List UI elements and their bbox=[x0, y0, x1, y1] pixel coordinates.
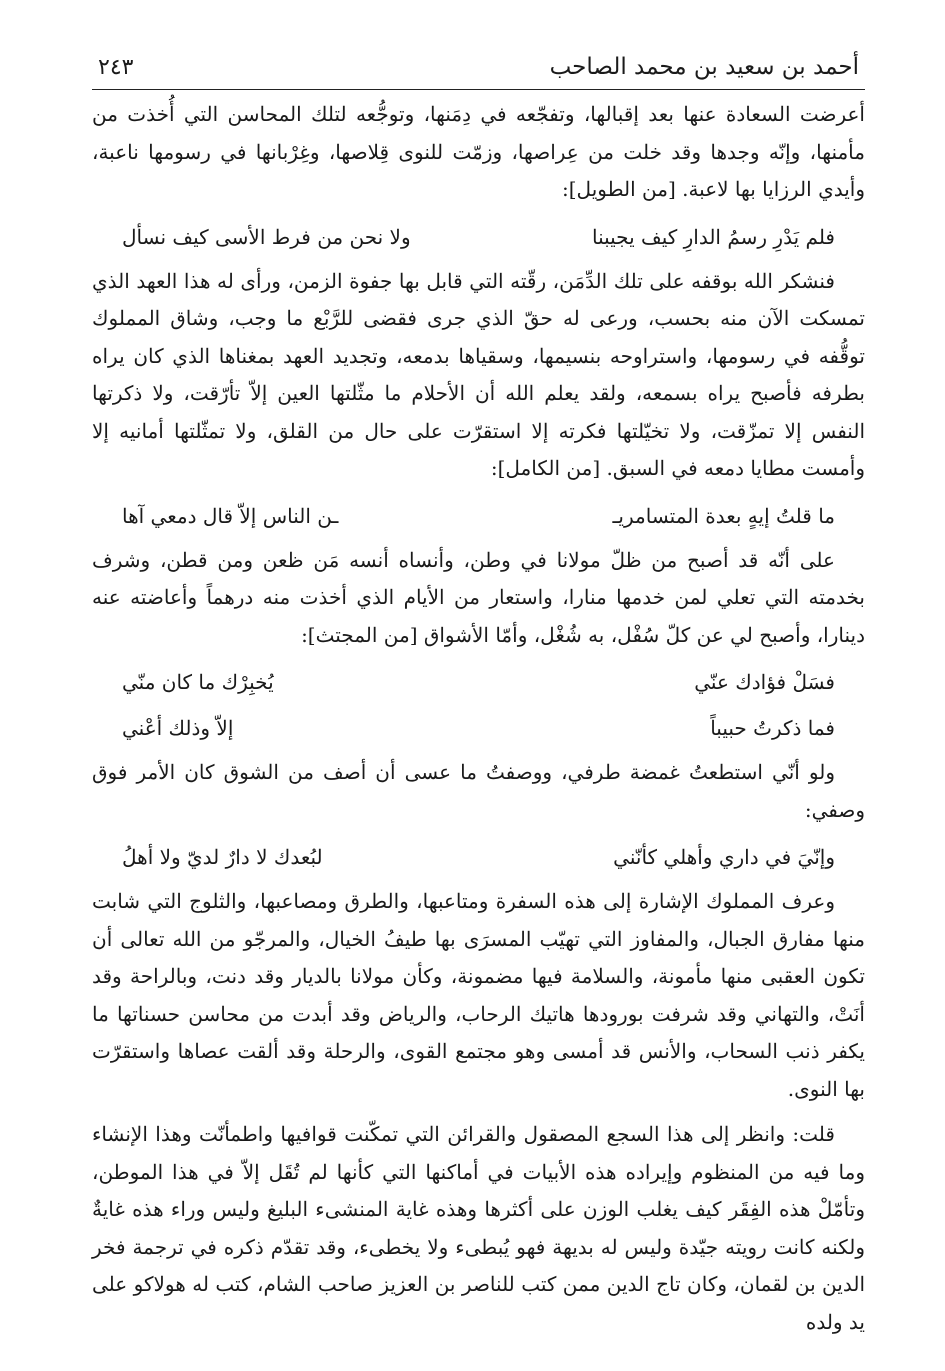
verse-second-hemistich: ـن الناس إلاّ قال دمعي آها bbox=[122, 503, 339, 528]
paragraph: أعرضت السعادة عنها بعد إقبالها، وتفجّعه في دِمَنها، وتوجُّعه لتلك المحاسن التي أُخذت من مأمنها، وإنّه وجدها وقد خلت من عِراصها، وزمّت للنوى قِلاصها، وغِرْبانها في رسومها ناعبة، وأيدي الرزايا بها لاعبة. [من الطويل]: bbox=[92, 102, 865, 201]
verse-second-hemistich: ولا نحن من فرط الأسى كيف نسأل bbox=[122, 224, 411, 249]
verse-first-hemistich: فلم يَدْرِ رسمُ الدارِ كيف يجيبنا bbox=[591, 224, 835, 249]
verse-second-hemistich: إلاّ وذلك أعْني bbox=[122, 716, 234, 740]
paragraph: قلت: وانظر إلى هذا السجع المصقول والقرائن التي تمكّنت قوافيها واطمأنّت وهذا الإنشاء وما فيه من المنظوم وإيراده هذه الأبيات في أماكنها التي كأنها لم تُقَل إلاّ في هذا الموطن، وتأمّلْ هذه الفِقَر كيف يغلب الوزن على أكثرها وهذه غاية المنشىء البليغ وليس وراء هذه غايةٌ ولكنه كانت رويته جيّدة وليس له بديهة فهو يُبطىء ولا يخطىء، وقد تقدّم ذكره في ترجمة فخر الدين بن لقمان، وكان تاج الدين ممن كتب للناصر بن العزيز صاحب الشام، كتب له هولاكو على يد ولده bbox=[92, 1122, 865, 1334]
verse-first-hemistich: فسَلْ فؤادك عنّي bbox=[694, 670, 835, 694]
verse-second-hemistich: لبُعدك لا دارٌ لديّ ولا أهلُ bbox=[122, 845, 323, 869]
verse-line bbox=[92, 496, 865, 536]
header-title: أحمد بن سعيد بن محمد الصاحب bbox=[549, 54, 859, 80]
paragraph: ولو أنّي استطعتُ غمضة طرفي، ووصفتُ ما عسى أن أصف من الشوق كان الأمر فوق وصفي: bbox=[92, 760, 865, 822]
verse-line bbox=[92, 217, 865, 257]
verse-line bbox=[92, 708, 865, 748]
verse-first-hemistich: ما قلتُ إيهٍ بعدة المتسامريـ bbox=[612, 503, 835, 528]
verse-line bbox=[92, 837, 865, 877]
page-body bbox=[92, 96, 865, 1341]
running-header bbox=[92, 52, 865, 90]
verse-first-hemistich: فما ذكرتُ حبيباً bbox=[710, 716, 835, 740]
paragraph: على أنّه قد أصبح من ظلّ مولانا في وطن، وأنساه أنسه مَن ظعن ومن قطن، وشرف بخدمته التي تعلي لمن خدمها منارا، واستعار من الأيام الذي أخذت منه درهماً وأعاضته عنه دينارا، وأصبح لي عن كلّ سُفْل، به شُغْل، وأمّا الأشواق [من المجتث]: bbox=[92, 547, 865, 647]
page-number: ٢٤٣ bbox=[98, 55, 134, 80]
paragraph: وعرف المملوك الإشارة إلى هذه السفرة ومتاعبها، والطرق ومصاعبها، والثلوج التي شابت منها مفارق الجبال، والمفاوز التي تهيّب المسرَى بها طيفُ الخيال، والمرجّو من الله تعالى أن تكون العقبى منها مأمونة، والسلامة فيها مضمونة، وكأن مولانا بالديار وقد دنت، وبالراحة وقد أنَتْ، والتهاني وقد شرفت بورودها هاتيك الرحاب، والرياض وقد أبدت من محاسن حسناتها ما يكفر ذنب السحاب، والأنس قد أمسى وهو مجتمع القوى، والرحلة وقد ألقت عصاها واستقرّت بها النوى. bbox=[92, 889, 865, 1101]
verse-line bbox=[92, 662, 865, 702]
verse-second-hemistich: يُخبِرْك ما كان منّي bbox=[122, 670, 274, 694]
verse-first-hemistich: وإنّيَ في داري وأهلي كأنّني bbox=[613, 845, 835, 869]
paragraph: فنشكر الله بوقفه على تلك الدِّمَن، رقّته التي قابل بها جفوة الزمن، ورأى له هذا العهد الذي تمسكت الآن منه بحسب، ورعى له حقّ الذي جرى فقضى للرَّبْع ما وجب، وشاق المملوك توقُّفه في رسومها، واستراوحه بنسيمها، وسقياها بدمعه، وتجديد العهد بمغناها الذي كان يراه بطرفه فأصبح يراه بسمعه، ولقد يعلم الله أن الأحلام ما مثّلتها العين إلاّ تأرّقت، ولا ذكرتها النفس إلا تمزّقت، ولا تخيّلتها فكرته إلا استقرّت على حال من القلق، ولا تمثّلتها أمانيه إلا وأمست مطايا دمعه في السبق. [من الكامل]: bbox=[92, 268, 865, 480]
